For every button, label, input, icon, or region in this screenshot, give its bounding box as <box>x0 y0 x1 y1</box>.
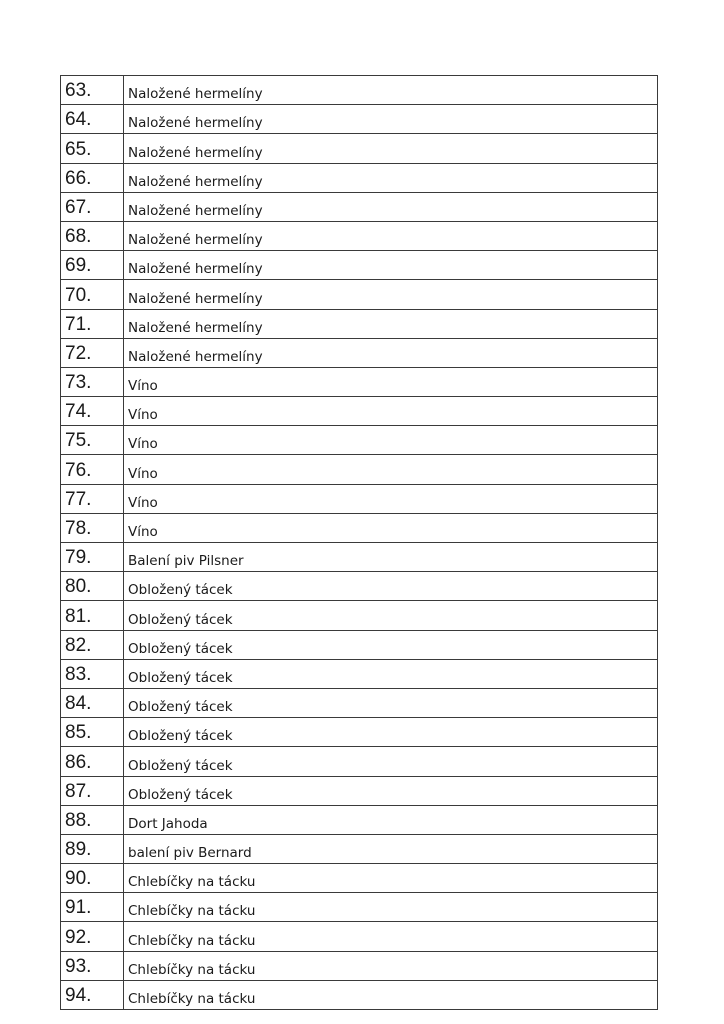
item-name: Chlebíčky na tácku <box>124 922 658 951</box>
row-number: 68. <box>61 221 124 250</box>
table-row <box>61 134 658 163</box>
item-name: Obložený tácek <box>124 601 658 630</box>
table-row <box>61 397 658 426</box>
row-number: 94. <box>61 980 124 1009</box>
item-name: Obložený tácek <box>124 659 658 688</box>
item-name: Naložené hermelíny <box>124 105 658 134</box>
item-name: Chlebíčky na tácku <box>124 980 658 1009</box>
row-number: 75. <box>61 426 124 455</box>
table-row <box>61 280 658 309</box>
row-number: 71. <box>61 309 124 338</box>
item-name: Víno <box>124 367 658 396</box>
table-row <box>61 630 658 659</box>
row-number: 64. <box>61 105 124 134</box>
item-name: Chlebíčky na tácku <box>124 951 658 980</box>
table-row <box>61 251 658 280</box>
document-page <box>60 75 658 1010</box>
table-row <box>61 572 658 601</box>
item-name: Naložené hermelíny <box>124 163 658 192</box>
table-row <box>61 922 658 951</box>
items-table-body <box>61 76 658 1010</box>
row-number: 72. <box>61 338 124 367</box>
item-name: Chlebíčky na tácku <box>124 864 658 893</box>
item-name: Víno <box>124 397 658 426</box>
item-name: Naložené hermelíny <box>124 251 658 280</box>
row-number: 88. <box>61 805 124 834</box>
item-name: Obložený tácek <box>124 630 658 659</box>
item-name: Naložené hermelíny <box>124 280 658 309</box>
item-name: Balení piv Pilsner <box>124 543 658 572</box>
table-row <box>61 426 658 455</box>
table-row <box>61 513 658 542</box>
item-name: Naložené hermelíny <box>124 338 658 367</box>
row-number: 70. <box>61 280 124 309</box>
row-number: 80. <box>61 572 124 601</box>
table-row <box>61 484 658 513</box>
table-row <box>61 834 658 863</box>
table-row <box>61 980 658 1009</box>
row-number: 67. <box>61 192 124 221</box>
item-name: Chlebíčky na tácku <box>124 893 658 922</box>
item-name: Obložený tácek <box>124 747 658 776</box>
table-row <box>61 951 658 980</box>
row-number: 74. <box>61 397 124 426</box>
table-row <box>61 688 658 717</box>
row-number: 91. <box>61 893 124 922</box>
item-name: Víno <box>124 513 658 542</box>
row-number: 87. <box>61 776 124 805</box>
item-name: balení piv Bernard <box>124 834 658 863</box>
row-number: 63. <box>61 76 124 105</box>
item-name: Obložený tácek <box>124 718 658 747</box>
row-number: 93. <box>61 951 124 980</box>
item-name: Naložené hermelíny <box>124 221 658 250</box>
table-row <box>61 893 658 922</box>
row-number: 79. <box>61 543 124 572</box>
table-row <box>61 338 658 367</box>
item-name: Víno <box>124 426 658 455</box>
row-number: 90. <box>61 864 124 893</box>
table-row <box>61 105 658 134</box>
table-row <box>61 221 658 250</box>
table-row <box>61 192 658 221</box>
row-number: 77. <box>61 484 124 513</box>
item-name: Obložený tácek <box>124 776 658 805</box>
item-name: Naložené hermelíny <box>124 76 658 105</box>
row-number: 69. <box>61 251 124 280</box>
items-table <box>60 75 658 1010</box>
item-name: Naložené hermelíny <box>124 309 658 338</box>
row-number: 83. <box>61 659 124 688</box>
row-number: 86. <box>61 747 124 776</box>
item-name: Obložený tácek <box>124 572 658 601</box>
row-number: 78. <box>61 513 124 542</box>
row-number: 92. <box>61 922 124 951</box>
row-number: 65. <box>61 134 124 163</box>
item-name: Víno <box>124 484 658 513</box>
table-row <box>61 776 658 805</box>
table-row <box>61 455 658 484</box>
row-number: 81. <box>61 601 124 630</box>
row-number: 82. <box>61 630 124 659</box>
item-name: Víno <box>124 455 658 484</box>
row-number: 76. <box>61 455 124 484</box>
table-row <box>61 864 658 893</box>
row-number: 89. <box>61 834 124 863</box>
row-number: 85. <box>61 718 124 747</box>
table-row <box>61 601 658 630</box>
row-number: 73. <box>61 367 124 396</box>
table-row <box>61 805 658 834</box>
item-name: Obložený tácek <box>124 688 658 717</box>
table-row <box>61 76 658 105</box>
row-number: 66. <box>61 163 124 192</box>
table-row <box>61 367 658 396</box>
table-row <box>61 543 658 572</box>
item-name: Dort Jahoda <box>124 805 658 834</box>
item-name: Naložené hermelíny <box>124 134 658 163</box>
table-row <box>61 747 658 776</box>
row-number: 84. <box>61 688 124 717</box>
table-row <box>61 718 658 747</box>
table-row <box>61 659 658 688</box>
table-row <box>61 163 658 192</box>
item-name: Naložené hermelíny <box>124 192 658 221</box>
table-row <box>61 309 658 338</box>
